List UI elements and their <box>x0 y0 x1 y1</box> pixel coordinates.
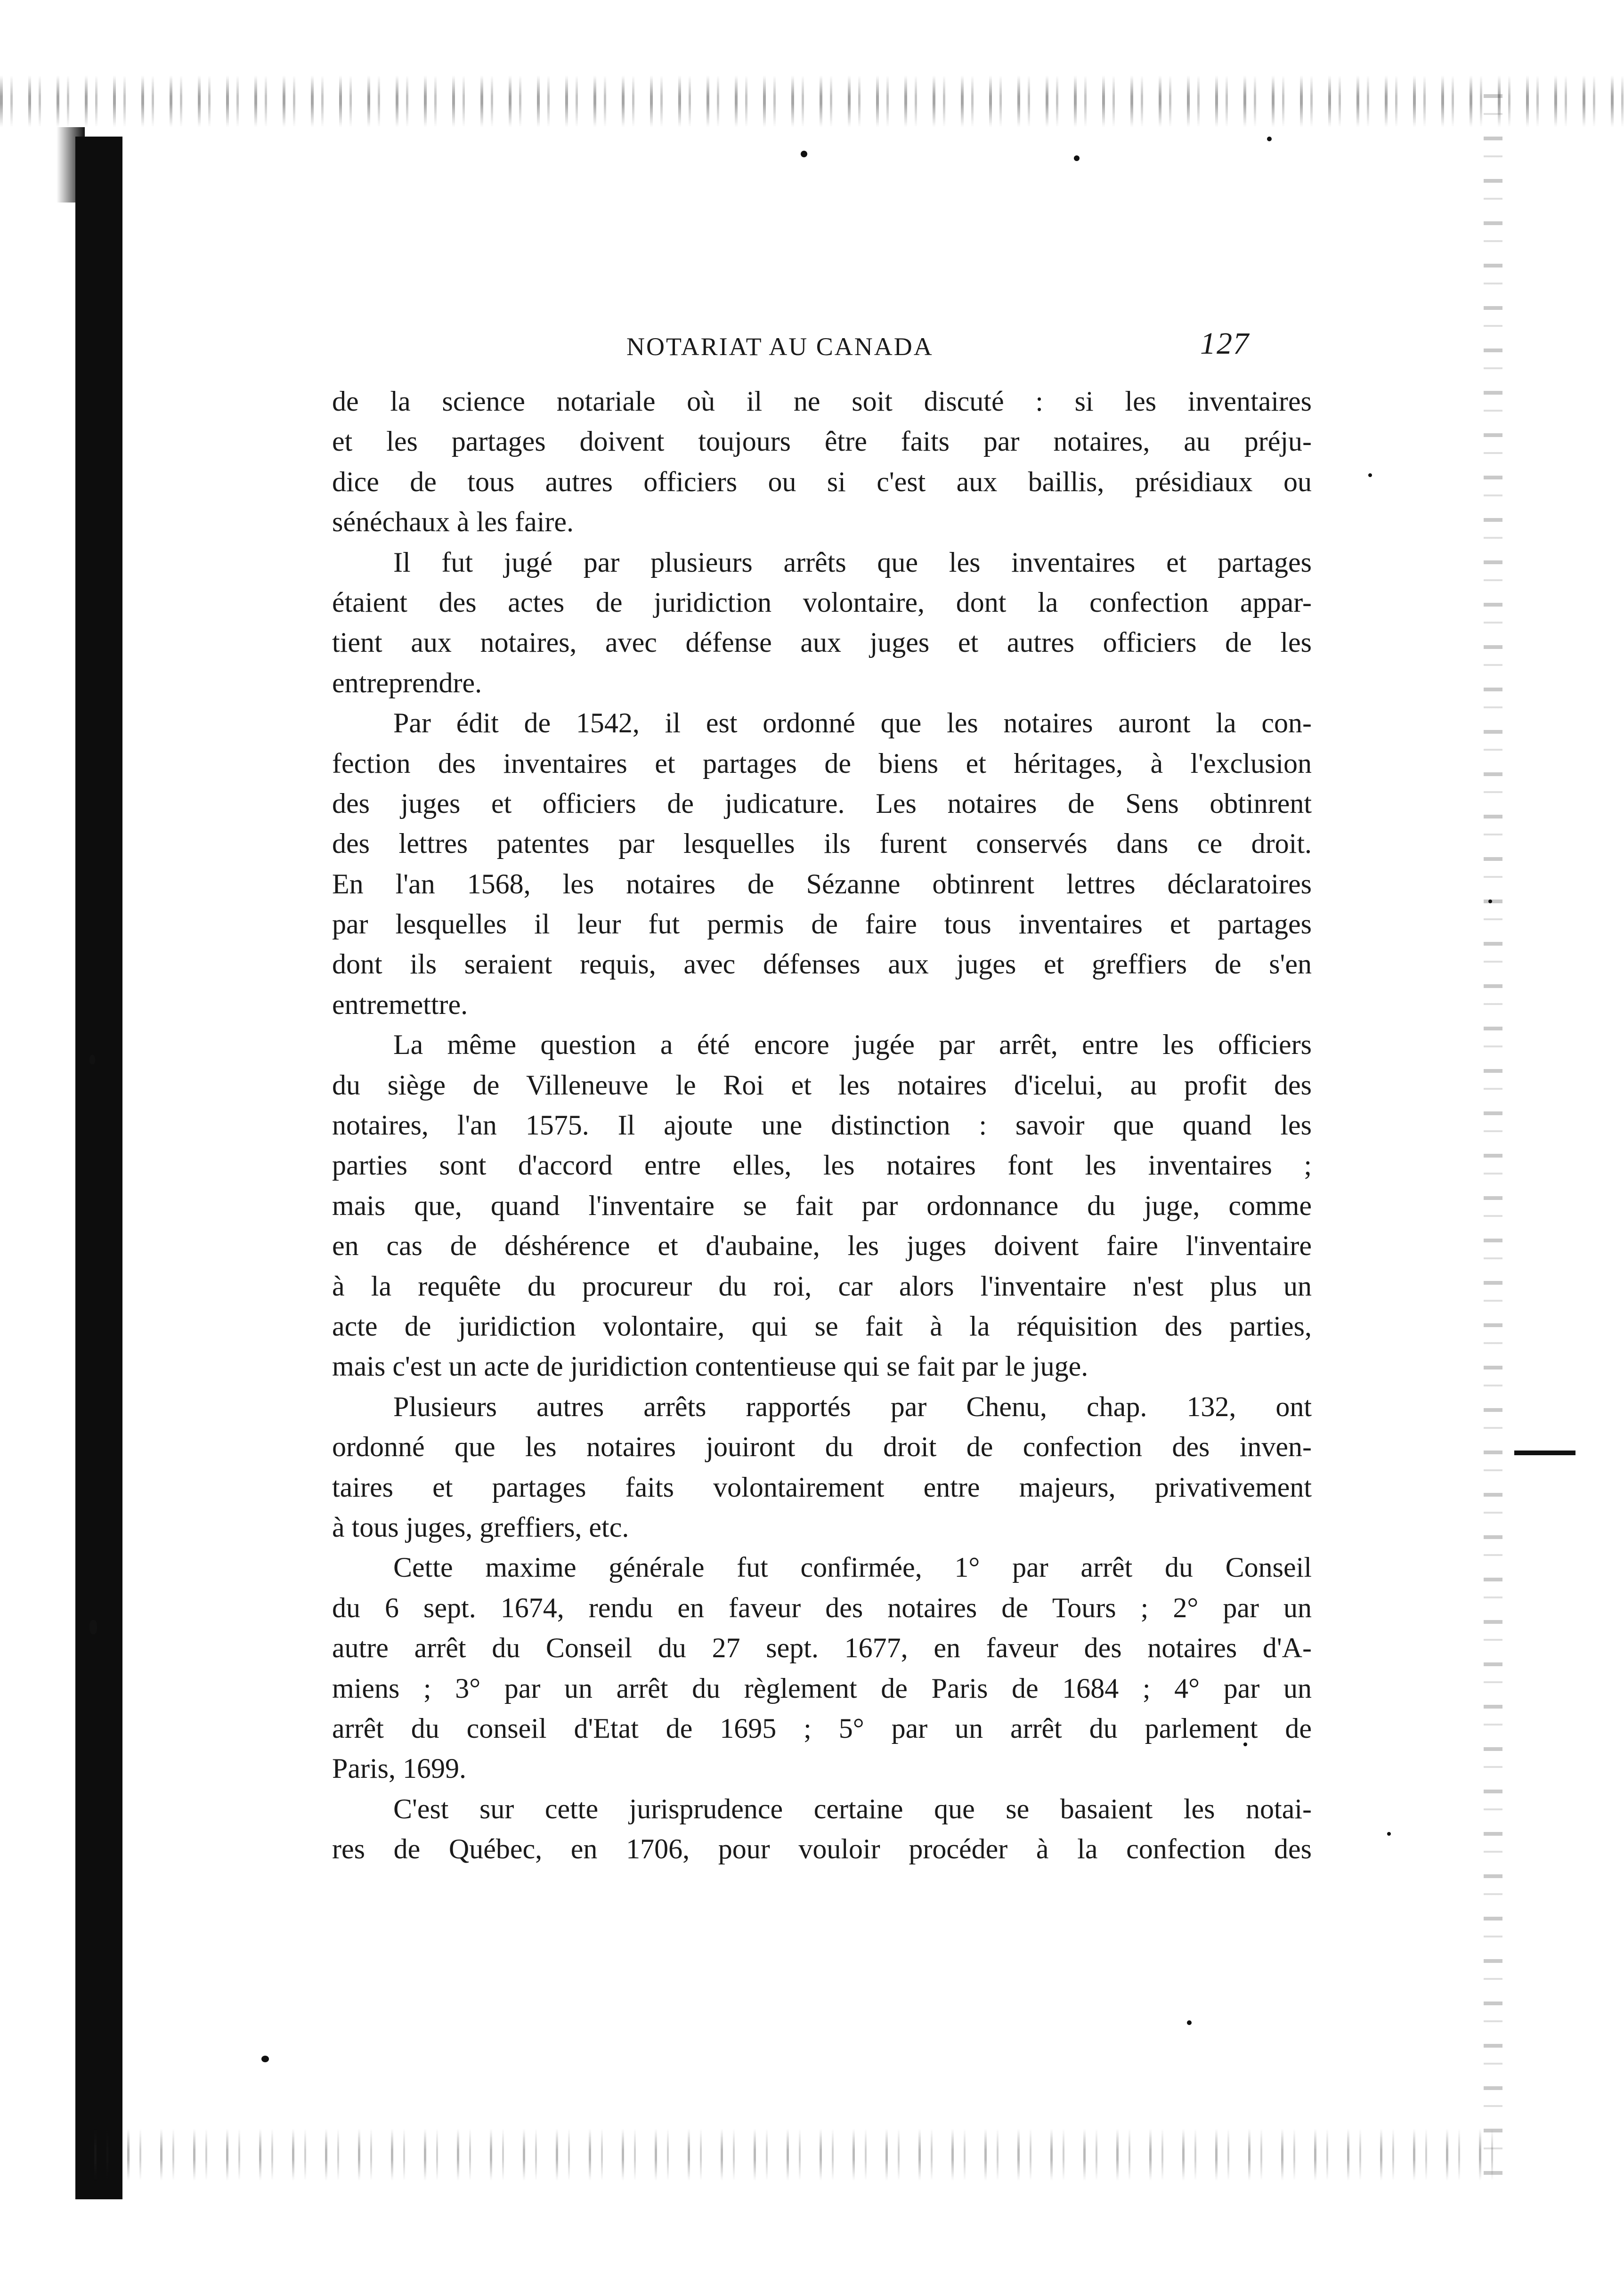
text-line: mais que, quand l'inventaire se fait par ordonnance du juge, comme <box>332 1190 1312 1221</box>
text-line: Il fut jugé par plusieurs arrêts que les inventaires et partages <box>393 546 1312 578</box>
scan-right-edge <box>1484 94 1502 2176</box>
text-line: Paris, 1699. <box>332 1753 466 1784</box>
text-line: du siège de Villeneuve le Roi et les notaires d'icelui, au profit des <box>332 1069 1312 1101</box>
paragraph <box>332 543 1312 704</box>
scan-margin-mark <box>1514 1450 1575 1455</box>
text-line: tient aux notaires, avec défense aux juges et autres officiers de les <box>332 627 1312 658</box>
scan-binding-bar <box>75 137 122 2199</box>
text-line: de la science notariale où il ne soit discuté : si les inventaires <box>332 386 1312 417</box>
text-line: notaires, l'an 1575. Il ajoute une distinction : savoir que quand les <box>332 1110 1312 1141</box>
scan-speck <box>89 1620 97 1634</box>
scan-speck <box>1368 473 1372 477</box>
scan-speck <box>1387 1832 1391 1836</box>
text-line: mais c'est un acte de juridiction contentieuse qui se fait par le juge. <box>332 1351 1088 1382</box>
paragraph <box>332 703 1312 1025</box>
text-line: entreprendre. <box>332 667 482 698</box>
scan-speck <box>1488 899 1492 903</box>
text-line: miens ; 3° par un arrêt du règlement de Paris de 1684 ; 4° par un <box>332 1672 1312 1704</box>
text-line: parties sont d'accord entre elles, les notaires font les inventaires ; <box>332 1150 1312 1181</box>
paragraph <box>332 1789 1312 1870</box>
text-line: étaient des actes de juridiction volontaire, dont la confection appar- <box>332 586 1312 618</box>
text-line: des lettres patentes par lesquelles ils furent conservés dans ce droit. <box>332 828 1312 859</box>
text-line: sénéchaux à les faire. <box>332 506 574 538</box>
text-line: dice de tous autres officiers ou si c'est aux baillis, présidiaux ou <box>332 466 1312 497</box>
text-line: La même question a été encore jugée par arrêt, entre les officiers <box>393 1029 1312 1061</box>
text-line: taires et partages faits volontairement entre majeurs, privativement <box>332 1471 1312 1503</box>
scan-speck <box>89 1055 95 1064</box>
text-line: en cas de déshérence et d'aubaine, les juges doivent faire l'inventaire <box>332 1230 1312 1262</box>
text-line: Plusieurs autres arrêts rapportés par Chenu, chap. 132, ont <box>393 1391 1312 1422</box>
text-line: des juges et officiers de judicature. Les notaires de Sens obtinrent <box>332 787 1312 819</box>
scan-top-edge <box>0 75 1624 127</box>
text-line: En l'an 1568, les notaires de Sézanne obtinrent lettres déclaratoires <box>332 868 1312 899</box>
text-line: et les partages doivent toujours être faits par notaires, au préju- <box>332 426 1312 457</box>
page-number: 127 <box>1200 326 1250 361</box>
paragraph <box>332 1025 1312 1387</box>
text-line: acte de juridiction volontaire, qui se fait à la réquisition des parties, <box>332 1310 1312 1342</box>
text-line: fection des inventaires et partages de biens et héritages, à l'exclusion <box>332 747 1312 779</box>
text-line: Cette maxime générale fut confirmée, 1° par arrêt du Conseil <box>393 1552 1312 1583</box>
text-line: arrêt du conseil d'Etat de 1695 ; 5° par un arrêt du parlement de <box>332 1712 1312 1744</box>
text-line: entremettre. <box>332 989 468 1020</box>
text-line: du 6 sept. 1674, rendu en faveur des notaires de Tours ; 2° par un <box>332 1592 1312 1623</box>
text-line: à tous juges, greffiers, etc. <box>332 1511 629 1543</box>
paragraph <box>332 1548 1312 1789</box>
text-line: dont ils seraient requis, avec défenses aux juges et greffiers de s'en <box>332 948 1312 980</box>
paragraph <box>332 1387 1312 1548</box>
text-line: ordonné que les notaires jouiront du droit de confection des inven- <box>332 1431 1312 1463</box>
text-line: Par édit de 1542, il est ordonné que les notaires auront la con- <box>393 707 1312 739</box>
text-line: autre arrêt du Conseil du 27 sept. 1677, en faveur des notaires d'A- <box>332 1632 1312 1664</box>
body-text <box>332 381 1312 1869</box>
scan-speck <box>1267 137 1272 141</box>
scan-speck <box>801 151 807 157</box>
scan-speck <box>261 2056 269 2062</box>
paragraph <box>332 381 1312 543</box>
scan-bottom-edge <box>94 2129 1507 2180</box>
scan-speck <box>1187 2020 1192 2025</box>
running-head: NOTARIAT AU CANADA <box>626 332 934 361</box>
text-line: res de Québec, en 1706, pour vouloir procéder à la confection des <box>332 1833 1312 1865</box>
scan-speck <box>1074 155 1080 161</box>
text-line: par lesquelles il leur fut permis de faire tous inventaires et partages <box>332 908 1312 940</box>
text-line: à la requête du procureur du roi, car alors l'inventaire n'est plus un <box>332 1270 1312 1302</box>
text-line: C'est sur cette jurisprudence certaine que se basaient les notai- <box>393 1793 1312 1824</box>
